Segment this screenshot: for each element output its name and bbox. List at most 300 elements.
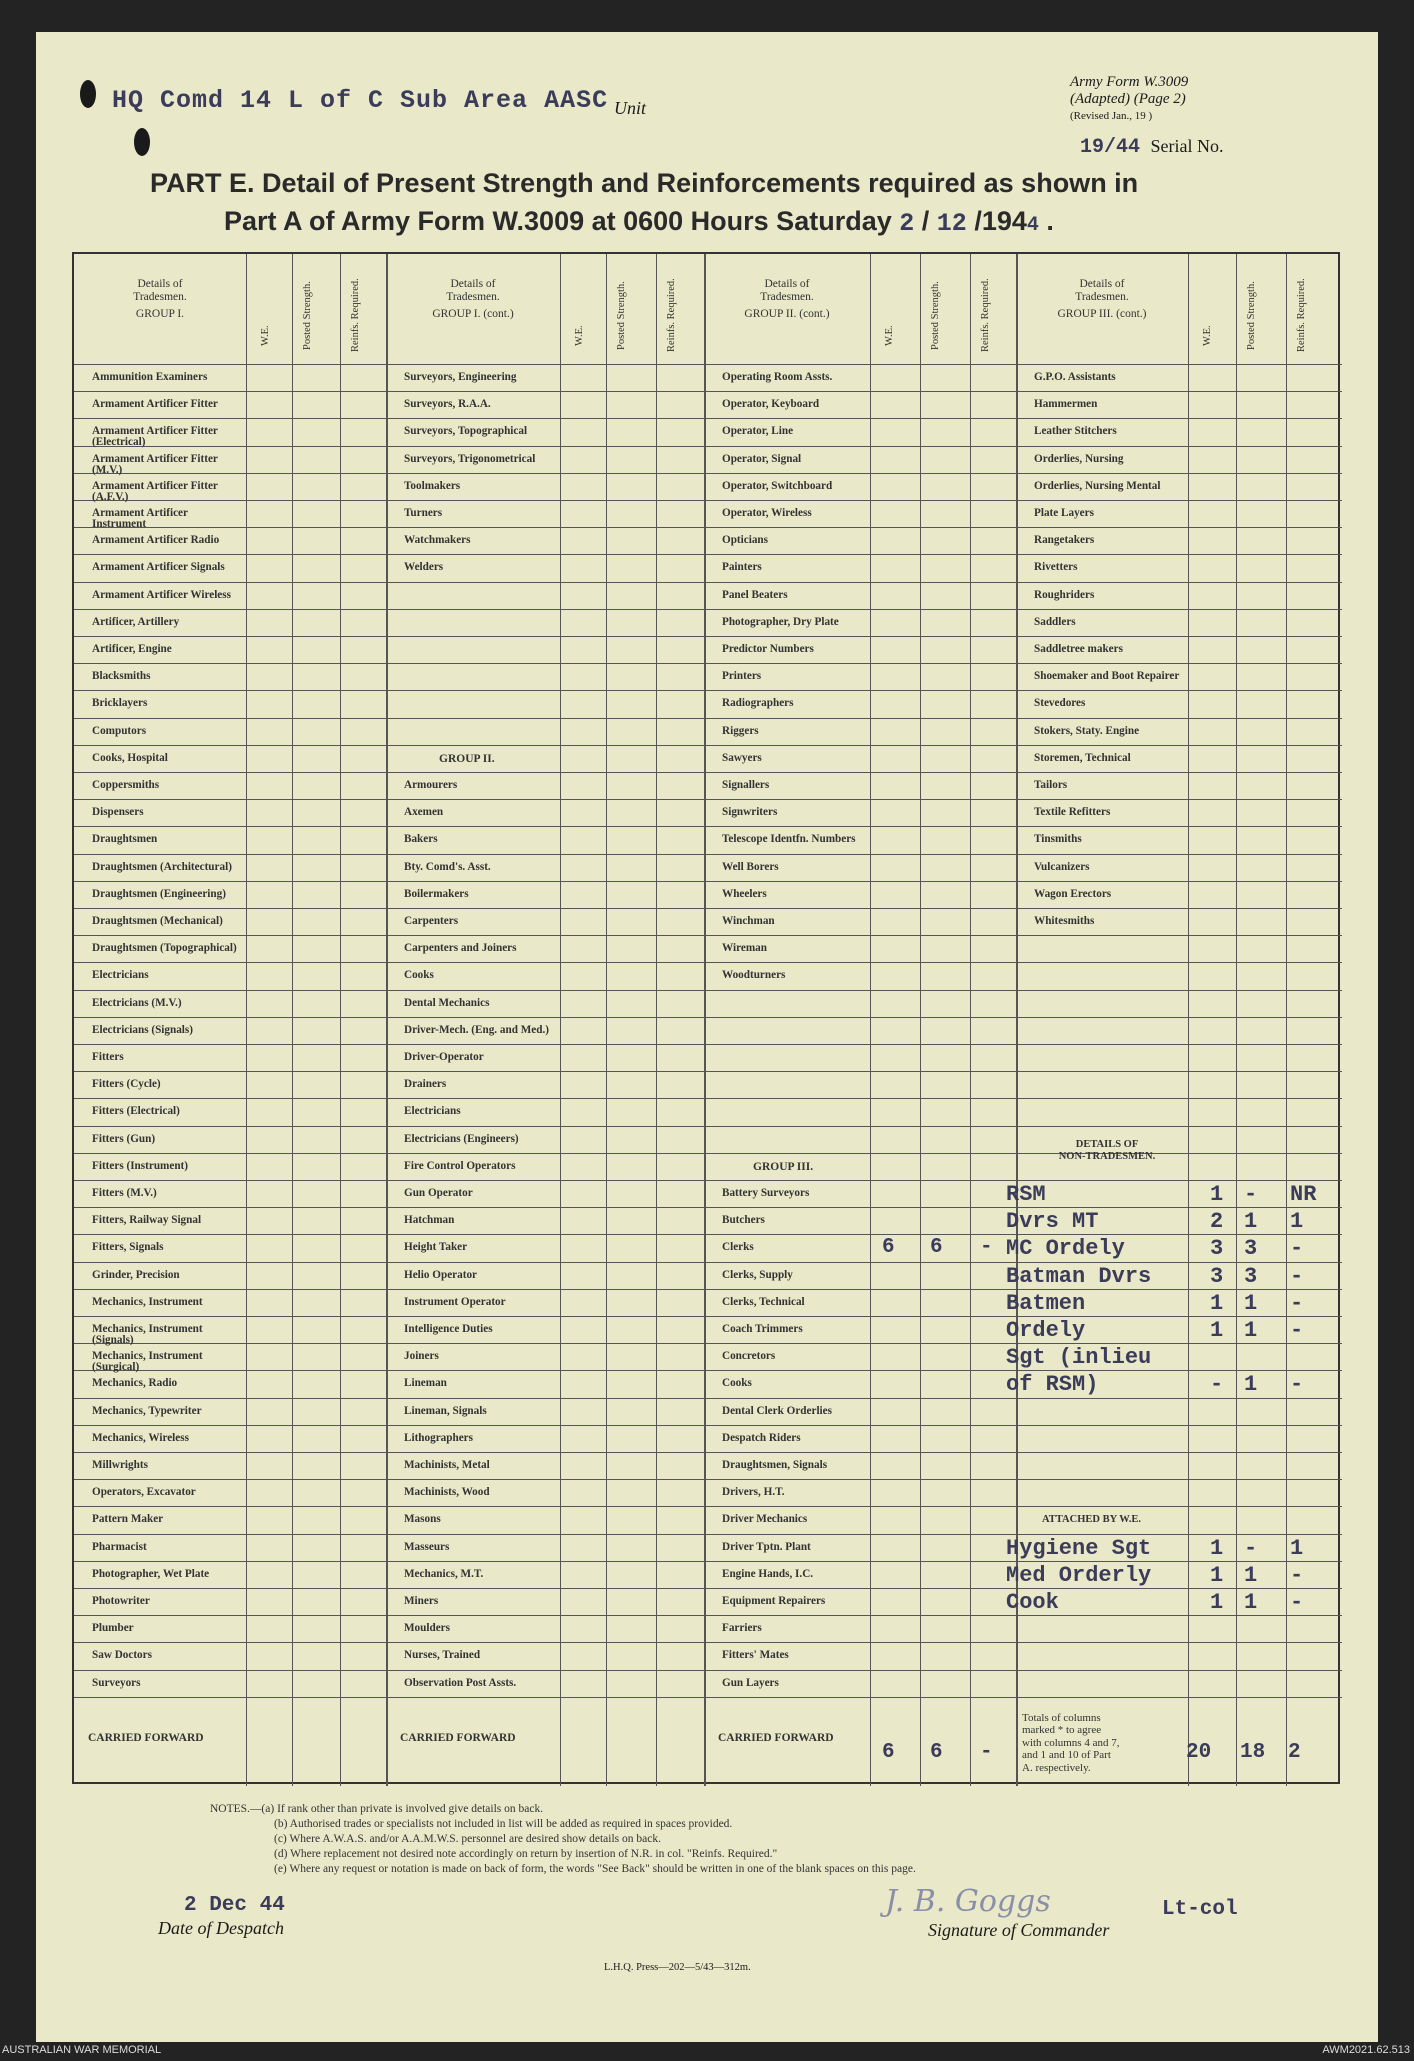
- trade-name: Mechanics, Instrument (Surgical): [92, 1350, 203, 1374]
- trade-name: Armament Artificer Fitter: [92, 398, 218, 411]
- trade-name: Plumber: [92, 1622, 134, 1635]
- row-rule: [74, 609, 1342, 610]
- trade-name: Computors: [92, 724, 147, 737]
- nontrades-heading: DETAILS OF: [1075, 1138, 1139, 1150]
- nontradesman-reinfs: -: [1290, 1263, 1304, 1289]
- row-rule: [74, 1262, 1342, 1263]
- trade-name: Fitters (Electrical): [92, 1105, 180, 1118]
- trade-name: Clerks: [722, 1241, 754, 1254]
- trade-name: Hatchman: [404, 1214, 455, 1227]
- trade-name: Ammunition Examiners: [92, 371, 208, 383]
- totals-note: Totals of columns: [1022, 1711, 1101, 1724]
- trade-name: Armament Artificer Fitter (A.F.V.): [92, 479, 218, 503]
- trade-name: Electricians: [404, 1105, 461, 1118]
- trade-name: Helio Operator: [404, 1268, 478, 1281]
- trade-name: Operator, Switchboard: [722, 479, 833, 492]
- row-rule: [74, 1234, 1342, 1235]
- trade-name: Surveyors, R.A.A.: [404, 398, 491, 411]
- nontradesman-name: MC Ordely: [1006, 1236, 1125, 1262]
- nontradesman-we: 1: [1210, 1318, 1224, 1343]
- trade-name: Saddlers: [1034, 615, 1076, 628]
- press-line: L.H.Q. Press—202—5/43—312m.: [604, 1962, 751, 1973]
- row-rule: [74, 1534, 1342, 1535]
- trade-name: Armament Artificer Fitter (Electrical): [92, 425, 218, 449]
- trade-name: Painters: [722, 561, 762, 574]
- row-rule: [74, 1126, 1342, 1127]
- cf-reinfs: -: [980, 1740, 993, 1764]
- signature-label: Signature of Commander: [928, 1920, 1110, 1940]
- row-rule: [74, 1506, 1342, 1507]
- nontradesman-name: of RSM): [1006, 1372, 1099, 1398]
- trade-name: Engine Hands, I.C.: [722, 1567, 814, 1580]
- nontradesman-reinfs: -: [1290, 1236, 1304, 1262]
- trade-name: Electricians (Signals): [92, 1023, 193, 1036]
- trade-name: Draughtsmen (Engineering): [92, 887, 226, 900]
- trade-name: Surveyors, Topographical: [404, 425, 528, 438]
- row-rule: [74, 446, 1342, 447]
- nontradesman-name: Dvrs MT: [1006, 1209, 1099, 1235]
- cf-posted: 6: [930, 1740, 943, 1764]
- row-rule: [74, 473, 1342, 474]
- nontradesman-we: 1: [1210, 1290, 1224, 1316]
- form-ref-line: (Adapted) (Page 2): [1070, 91, 1186, 107]
- total-we: 20: [1186, 1740, 1212, 1764]
- attached-reinfs: -: [1290, 1562, 1304, 1588]
- trade-name: Photographer, Dry Plate: [722, 615, 839, 628]
- trade-name: Shoemaker and Boot Repairer: [1034, 670, 1180, 683]
- attached-reinfs: 1: [1290, 1535, 1304, 1561]
- row-rule: [74, 663, 1342, 664]
- column-rule: [1188, 254, 1189, 1786]
- trade-name: Gun Layers: [722, 1676, 779, 1689]
- trade-name: Gun Operator: [404, 1187, 473, 1199]
- nontradesman-posted: 3: [1244, 1236, 1258, 1262]
- trade-name: Electricians (M.V.): [92, 996, 182, 1009]
- reinfs-header: Reinfs. Required.: [350, 278, 361, 352]
- row-rule: [74, 636, 1342, 637]
- note-line: (b) Authorised trades or specialists not included in list will be added as required in spaces provided.: [274, 1818, 733, 1830]
- trade-name: Operator, Keyboard: [722, 398, 820, 411]
- nontradesman-we: 2: [1210, 1209, 1224, 1235]
- posted-header: Posted Strength.: [1246, 281, 1257, 350]
- trade-name: Surveyors, Trigonometrical: [404, 452, 536, 465]
- trade-name: Equipment Repairers: [722, 1595, 826, 1607]
- trade-name: Bty. Comd's. Asst.: [404, 860, 491, 873]
- column-rule: [606, 254, 607, 1786]
- form-title-line2: Part A of Army Form W.3009 at 0600 Hours Saturday 2 / 12 /1944 .: [224, 206, 1054, 238]
- attached-we: 1: [1210, 1535, 1224, 1561]
- trade-name: Artificer, Artillery: [92, 615, 180, 628]
- trade-name: Stevedores: [1034, 697, 1086, 710]
- trade-name: Farriers: [722, 1622, 762, 1635]
- trade-name: Armament Artificer Fitter (M.V.): [92, 452, 218, 476]
- row-rule: [74, 881, 1342, 882]
- serial-label: Serial No.: [1150, 136, 1224, 156]
- column-rule: [656, 254, 657, 1786]
- details-header: Details of: [137, 278, 183, 290]
- row-rule: [74, 1044, 1342, 1045]
- column-rule: [292, 254, 293, 1786]
- reinfs-header: Reinfs. Required.: [666, 278, 677, 352]
- row-rule: [74, 1452, 1342, 1453]
- trade-name: Armament Artificer Instrument: [92, 507, 188, 530]
- nontradesman-posted: -: [1244, 1182, 1258, 1207]
- we-header: W.E.: [260, 325, 271, 346]
- trade-name: Fire Control Operators: [404, 1159, 516, 1172]
- row-rule: [74, 690, 1342, 691]
- row-rule: [74, 718, 1342, 719]
- trade-name: Fitters (Cycle): [92, 1078, 161, 1091]
- trade-name: Armament Artificer Wireless: [92, 588, 231, 601]
- trade-name: Draughtsmen: [92, 833, 158, 846]
- trade-name: Leather Stitchers: [1034, 425, 1117, 438]
- reinfs-header: Reinfs. Required.: [1296, 278, 1307, 352]
- row-rule: [74, 1615, 1342, 1616]
- trade-name: Plate Layers: [1034, 507, 1094, 519]
- total-reinfs: 2: [1288, 1740, 1301, 1764]
- nontradesman-posted: 1: [1244, 1372, 1258, 1398]
- trade-name: Watchmakers: [404, 534, 471, 547]
- row-rule: [74, 1398, 1342, 1399]
- nontradesman-we: -: [1210, 1372, 1224, 1398]
- row-rule: [74, 854, 1342, 855]
- trade-name: Instrument Operator: [404, 1295, 506, 1308]
- punch-hole: [134, 128, 150, 156]
- details-header: Tradesmen.: [446, 291, 500, 303]
- nontradesman-name: Ordely: [1006, 1318, 1086, 1343]
- clerks-reinfs: -: [980, 1236, 993, 1260]
- trade-name: Machinists, Metal: [404, 1459, 490, 1471]
- trade-name: Driver-Mech. (Eng. and Med.): [404, 1023, 549, 1036]
- trade-name: Electricians: [92, 969, 149, 982]
- reinfs-header: Reinfs. Required.: [980, 278, 991, 352]
- column-rule: [560, 254, 561, 1786]
- despatch-date: 2 Dec 44: [184, 1894, 285, 1917]
- trade-name: Grinder, Precision: [92, 1268, 180, 1281]
- trade-name: Orderlies, Nursing: [1034, 452, 1124, 465]
- posted-header: Posted Strength.: [930, 281, 941, 350]
- trade-name: Bakers: [404, 833, 438, 846]
- trade-name: Photowriter: [92, 1595, 150, 1607]
- row-rule: [74, 1180, 1342, 1181]
- row-rule: [74, 391, 1342, 392]
- date-year-prefix: 194: [981, 206, 1027, 236]
- trade-name: Coppersmiths: [92, 779, 160, 791]
- nontradesman-we: 3: [1210, 1236, 1224, 1262]
- nontradesman-posted: 1: [1244, 1290, 1258, 1316]
- row-rule: [74, 1425, 1342, 1426]
- attached-posted: 1: [1244, 1562, 1258, 1588]
- row-rule: [74, 1071, 1342, 1072]
- strength-table: [72, 252, 1340, 1784]
- trade-name: Carpenters: [404, 915, 459, 927]
- trade-name: Pharmacist: [92, 1540, 147, 1553]
- row-rule: [74, 962, 1342, 963]
- clerks-we: 6: [882, 1236, 895, 1260]
- details-header: Details of: [1079, 278, 1125, 290]
- trade-name: Stokers, Staty. Engine: [1034, 724, 1140, 737]
- nontradesman-we: 1: [1210, 1182, 1224, 1207]
- attached-name: Hygiene Sgt: [1006, 1535, 1152, 1561]
- trade-name: Photographer, Wet Plate: [92, 1567, 210, 1580]
- trade-name: Butchers: [722, 1214, 765, 1227]
- trade-name: Blacksmiths: [92, 670, 151, 683]
- cf-we: 6: [882, 1740, 895, 1764]
- row-rule: [74, 799, 1342, 800]
- commander-signature: J. B. Goggs: [885, 1884, 1051, 1919]
- note-line: (d) Where replacement not desired note accordingly on return by insertion of N.R. in col. "Reinfs. Required.": [274, 1848, 778, 1860]
- row-rule: [74, 582, 1342, 583]
- row-rule: [74, 1316, 1342, 1317]
- row-rule: [74, 1670, 1342, 1671]
- column-rule: [920, 254, 921, 1786]
- carried-forward-label: CARRIED FORWARD: [88, 1731, 204, 1744]
- trade-name: Storemen, Technical: [1034, 751, 1131, 764]
- attached-heading: ATTACHED BY W.E.: [1042, 1514, 1141, 1526]
- serial-value: 19/44: [1080, 136, 1141, 159]
- row-rule: [74, 1561, 1342, 1562]
- nontradesman-reinfs: 1: [1290, 1209, 1304, 1235]
- group-heading: GROUP II.: [439, 752, 495, 765]
- trade-name: Predictor Numbers: [722, 643, 814, 655]
- trade-name: Woodturners: [722, 969, 786, 982]
- trade-name: Lineman: [404, 1377, 447, 1390]
- trade-name: Operators, Excavator: [92, 1486, 196, 1499]
- trade-name: Wagon Erectors: [1034, 887, 1112, 900]
- unit-label: Unit: [614, 98, 647, 118]
- row-rule: [74, 1017, 1342, 1018]
- nontradesman-name: Sgt (inlieu: [1006, 1345, 1152, 1371]
- note-line: (e) Where any request or notation is made on back of form, the words "See Back" should be written in one of the blank spaces on this page.: [274, 1863, 916, 1875]
- trade-name: Cooks: [404, 969, 434, 982]
- attached-we: 1: [1210, 1590, 1224, 1615]
- trade-name: Machinists, Wood: [404, 1486, 490, 1499]
- column-rule: [870, 254, 871, 1786]
- trade-name: Saddletree makers: [1034, 643, 1123, 655]
- trade-name: Draughtsmen (Architectural): [92, 860, 232, 873]
- trade-name: Armament Artificer Signals: [92, 561, 225, 574]
- row-rule: [74, 1289, 1342, 1290]
- trade-name: Cooks: [722, 1377, 752, 1390]
- group-heading: GROUP III.: [753, 1160, 814, 1173]
- trade-name: Joiners: [404, 1350, 439, 1363]
- trade-name: Driver Tptn. Plant: [722, 1540, 811, 1553]
- details-header: Tradesmen.: [1075, 291, 1129, 303]
- trade-name: Fitters, Signals: [92, 1241, 164, 1254]
- trade-name: Driver Mechanics: [722, 1513, 808, 1526]
- note-line: (c) Where A.W.A.S. and/or A.A.M.W.S. personnel are desired show details on back.: [274, 1833, 661, 1845]
- row-rule: [74, 1588, 1342, 1589]
- row-rule: [74, 1642, 1342, 1643]
- row-rule: [74, 527, 1342, 528]
- trade-name: Armourers: [404, 779, 458, 791]
- trade-name: Miners: [404, 1595, 439, 1607]
- carried-forward-label: CARRIED FORWARD: [400, 1731, 516, 1744]
- commander-rank: Lt-col: [1162, 1898, 1238, 1921]
- trade-name: Lithographers: [404, 1431, 473, 1444]
- row-rule: [74, 1098, 1342, 1099]
- row-rule: [74, 1479, 1342, 1480]
- trade-name: Signallers: [722, 779, 770, 791]
- header-rule: [74, 364, 1342, 365]
- trade-name: Mechanics, Wireless: [92, 1431, 189, 1444]
- trade-name: Operator, Line: [722, 425, 794, 438]
- group-header: GROUP I.: [135, 308, 185, 320]
- group-header: GROUP III. (cont.): [1057, 308, 1147, 320]
- trade-name: Fitters, Railway Signal: [92, 1214, 202, 1227]
- details-header: Details of: [450, 278, 496, 290]
- trade-name: Opticians: [722, 534, 769, 547]
- date-day: 2: [899, 209, 915, 238]
- trade-name: Fitters (Gun): [92, 1132, 156, 1145]
- trade-name: Drivers, H.T.: [722, 1486, 785, 1499]
- row-rule: [74, 1697, 1342, 1698]
- trade-name: Fitters (Instrument): [92, 1159, 189, 1172]
- trade-name: Sawyers: [722, 751, 762, 764]
- column-rule: [340, 254, 341, 1786]
- group-rule: [704, 254, 706, 1786]
- trade-name: Armament Artificer Radio: [92, 534, 220, 547]
- totals-note: marked * to agree: [1022, 1724, 1102, 1737]
- trade-name: Wheelers: [722, 887, 767, 900]
- trade-name: Despatch Riders: [722, 1431, 801, 1444]
- title-prefix: Part A of Army Form W.3009 at 0600 Hours Saturday: [224, 206, 892, 236]
- row-rule: [74, 745, 1342, 746]
- trade-name: Telescope Identfn. Numbers: [722, 833, 856, 846]
- row-rule: [74, 500, 1342, 501]
- trade-name: Fitters (M.V.): [92, 1187, 157, 1199]
- row-rule: [74, 990, 1342, 991]
- trade-name: Driver-Operator: [404, 1051, 484, 1063]
- trade-name: Bricklayers: [92, 697, 148, 710]
- row-rule: [74, 935, 1342, 936]
- nontradesman-name: Batman Dvrs: [1006, 1263, 1152, 1289]
- trade-name: Fitters' Mates: [722, 1649, 789, 1662]
- trade-name: Artificer, Engine: [92, 643, 172, 655]
- trade-name: Drainers: [404, 1078, 447, 1091]
- column-rule: [246, 254, 247, 1786]
- nontradesman-reinfs: -: [1290, 1290, 1304, 1316]
- trade-name: Masseurs: [404, 1540, 450, 1553]
- trade-name: Draughtsmen (Topographical): [92, 942, 237, 955]
- trade-name: Radiographers: [722, 697, 794, 710]
- despatch-label: Date of Despatch: [158, 1918, 284, 1938]
- trade-name: Textile Refitters: [1034, 806, 1111, 819]
- trade-name: Clerks, Technical: [722, 1295, 805, 1308]
- trade-name: Rangetakers: [1034, 534, 1095, 547]
- trade-name: Axemen: [404, 806, 444, 819]
- nontradesman-posted: 3: [1244, 1263, 1258, 1289]
- trade-name: Clerks, Supply: [722, 1268, 793, 1281]
- trade-name: Mechanics, Instrument: [92, 1295, 203, 1308]
- trade-name: Cooks, Hospital: [92, 751, 168, 764]
- trade-name: Signwriters: [722, 806, 778, 819]
- caption-right: AWM2021.62.513: [1322, 2044, 1410, 2056]
- trade-name: Intelligence Duties: [404, 1323, 493, 1335]
- nontradesman-posted: 1: [1244, 1209, 1258, 1235]
- trade-name: Observation Post Assts.: [404, 1676, 517, 1689]
- attached-name: Cook: [1006, 1590, 1059, 1615]
- trade-name: Boilermakers: [404, 887, 469, 900]
- we-header: W.E.: [1202, 325, 1213, 346]
- trade-name: Wireman: [722, 942, 767, 955]
- attached-we: 1: [1210, 1562, 1224, 1588]
- trade-name: Dispensers: [92, 806, 144, 819]
- trade-name: Toolmakers: [404, 479, 461, 492]
- we-header: W.E.: [574, 325, 585, 346]
- trade-name: Tailors: [1034, 779, 1068, 791]
- trade-name: Draughtsmen (Mechanical): [92, 915, 223, 927]
- posted-header: Posted Strength.: [616, 281, 627, 350]
- group-rule: [386, 254, 388, 1786]
- trade-name: Tinsmiths: [1034, 833, 1082, 846]
- trade-name: Surveyors, Engineering: [404, 371, 517, 383]
- trade-name: Operator, Wireless: [722, 507, 812, 519]
- trade-name: Mechanics, Typewriter: [92, 1404, 202, 1417]
- nontradesman-posted: 1: [1244, 1318, 1258, 1343]
- trade-name: Height Taker: [404, 1241, 468, 1254]
- group-header: GROUP I. (cont.): [432, 308, 514, 320]
- date-month: 12: [936, 209, 967, 238]
- column-rule: [1286, 254, 1287, 1786]
- nontradesman-reinfs: -: [1290, 1318, 1304, 1343]
- punch-hole: [80, 80, 96, 108]
- attached-name: Med Orderly: [1006, 1562, 1152, 1588]
- trade-name: Electricians (Engineers): [404, 1132, 519, 1145]
- carried-forward-label: CARRIED FORWARD: [718, 1731, 834, 1744]
- row-rule: [74, 1207, 1342, 1208]
- trade-name: Millwrights: [92, 1459, 148, 1471]
- row-rule: [74, 418, 1342, 419]
- totals-note: A. respectively.: [1022, 1761, 1091, 1774]
- trade-name: Hammermen: [1034, 398, 1098, 411]
- form-reference: [1070, 74, 1188, 125]
- attached-reinfs: -: [1290, 1590, 1304, 1615]
- trade-name: Mechanics, Radio: [92, 1377, 178, 1390]
- row-rule: [74, 908, 1342, 909]
- notes: [210, 1802, 916, 1877]
- trade-name: Pattern Maker: [92, 1513, 164, 1526]
- trade-name: Dental Mechanics: [404, 996, 490, 1009]
- nontrades-heading: NON-TRADESMEN.: [1058, 1150, 1156, 1162]
- trade-name: Moulders: [404, 1622, 450, 1635]
- trade-name: Orderlies, Nursing Mental: [1034, 479, 1161, 492]
- details-header: Details of: [764, 278, 810, 290]
- trade-name: Operating Room Assts.: [722, 371, 833, 383]
- totals-note: and 1 and 10 of Part: [1022, 1749, 1111, 1762]
- row-rule: [74, 554, 1342, 555]
- row-rule: [74, 1370, 1342, 1371]
- we-header: W.E.: [884, 325, 895, 346]
- trade-name: Nurses, Trained: [404, 1649, 481, 1662]
- trade-name: Panel Beaters: [722, 588, 788, 601]
- trade-name: Masons: [404, 1513, 441, 1526]
- trade-name: Vulcanizers: [1034, 860, 1090, 873]
- group-header: GROUP II. (cont.): [744, 308, 830, 320]
- nontradesman-we: 3: [1210, 1263, 1224, 1289]
- trade-name: Riggers: [722, 724, 759, 737]
- trade-name: G.P.O. Assistants: [1034, 371, 1116, 383]
- unit-typed: HQ Comd 14 L of C Sub Area AASC: [112, 86, 609, 115]
- form-ref-line: (Revised Jan., 19 ): [1070, 110, 1153, 122]
- trade-name: Well Borers: [722, 860, 779, 873]
- note-line: NOTES.—(a) If rank other than private is involved give details on back.: [210, 1803, 544, 1815]
- total-posted: 18: [1240, 1740, 1266, 1764]
- trade-name: Winchman: [722, 915, 775, 927]
- trade-name: Saw Doctors: [92, 1649, 152, 1662]
- trade-name: Surveyors: [92, 1676, 141, 1689]
- nontradesman-name: Batmen: [1006, 1290, 1086, 1316]
